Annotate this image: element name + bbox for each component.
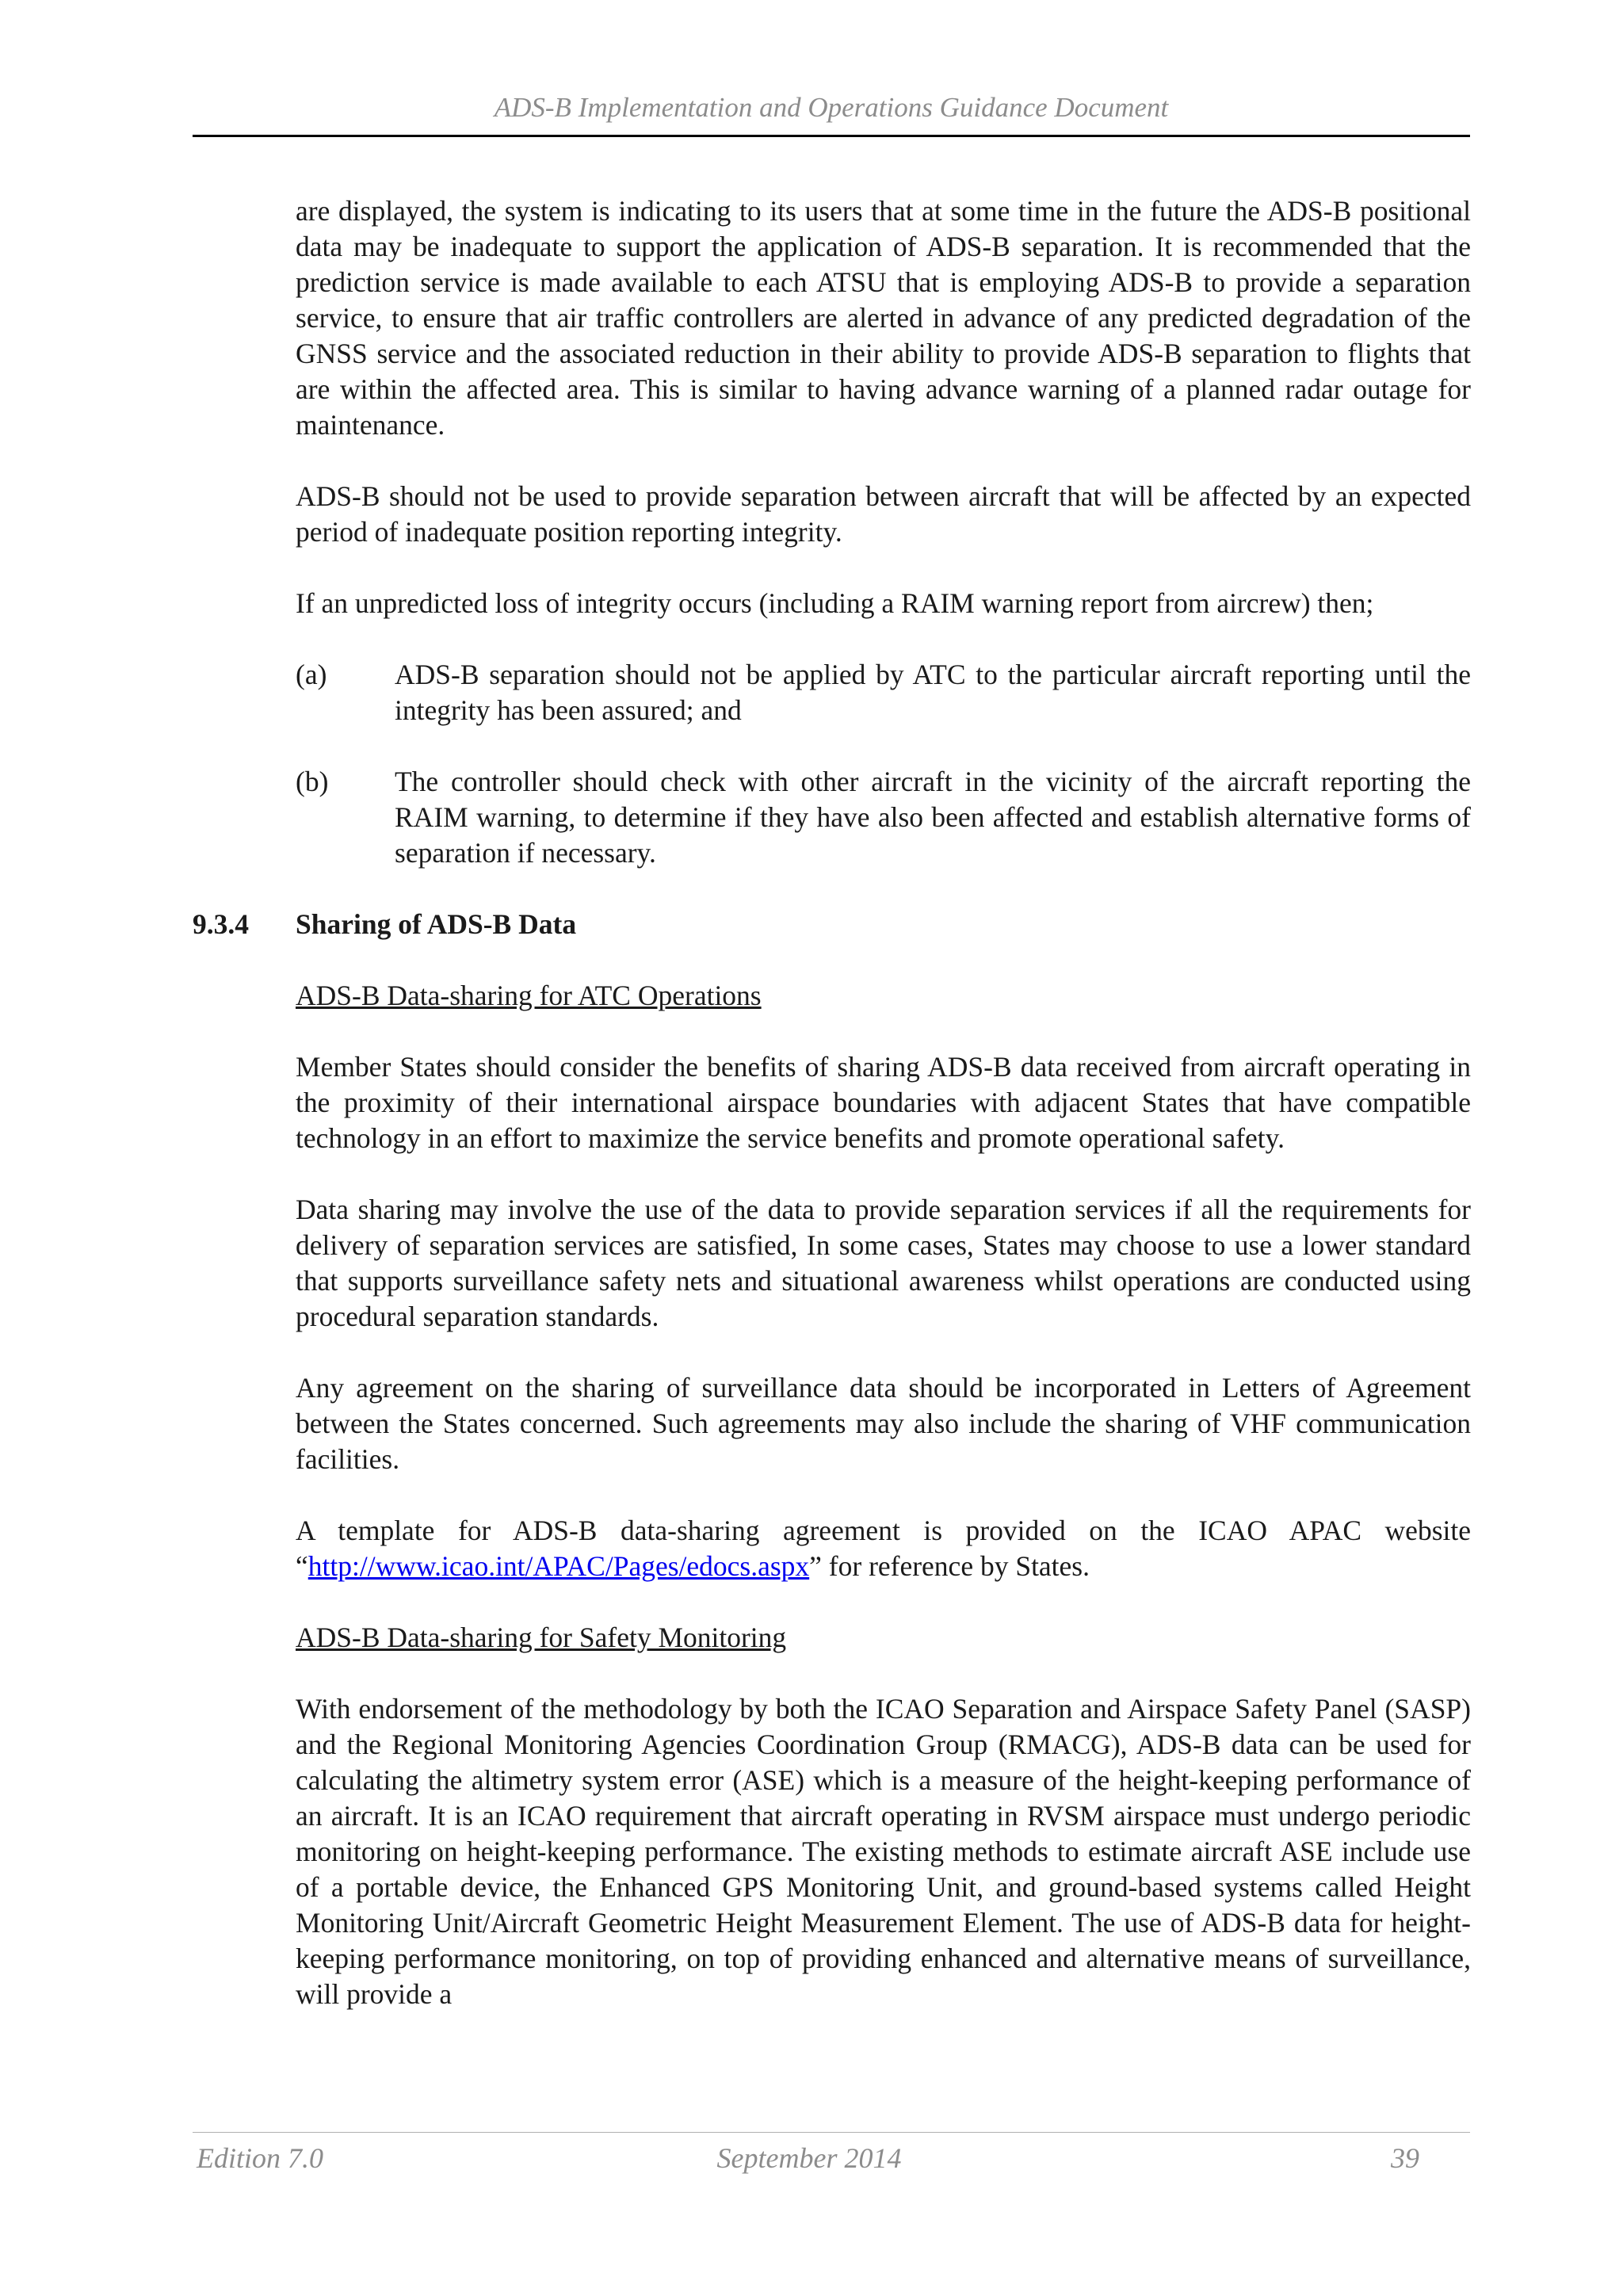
subheading-safety-monitoring: ADS-B Data-sharing for Safety Monitoring [296, 1622, 787, 1653]
list-item-b [296, 764, 1471, 871]
paragraph: Data sharing may involve the use of the data to provide separation services if all the requirements for delivery of separation services are satisfied, In some cases, States may choose to use a lower standard that supports surveillance safety nets and situational awareness whilst operations are conducted using procedural separation standards. [296, 1194, 1471, 1332]
subheading-atc-operations: ADS-B Data-sharing for ATC Operations [296, 980, 762, 1011]
section-heading [193, 907, 1471, 942]
list-marker: (b) [296, 766, 329, 797]
document-body [193, 193, 1471, 2048]
list-marker: (a) [296, 659, 327, 690]
footer-edition: Edition 7.0 [197, 2142, 323, 2174]
page-header: ADS-B Implementation and Operations Guidance Document [494, 92, 1169, 123]
paragraph: With endorsement of the methodology by both the ICAO Separation and Airspace Safety Panel (SASP) and the Regional Monitoring Agencies Coordination Group (RMACG), ADS-B data can be used for calculating the altimetry system error (ASE) which is a measure of the height-keeping performance of an aircraft. It is an ICAO requirement that aircraft operating in RVSM airspace must undergo periodic monitoring on height-keeping performance. The existing methods to estimate aircraft ASE include use of a portable device, the Enhanced GPS Monitoring Unit, and ground-based systems called Height Monitoring Unit/Aircraft Geometric Height Measurement Element. The use of ADS-B data for height-keeping performance monitoring, on top of providing enhanced and alternative means of surveillance, will provide a [296, 1693, 1471, 2010]
paragraph: Any agreement on the sharing of surveillance data should be incorporated in Letters of Agreement between the States concerned. Such agreements may also include the sharing of VHF communication facilities. [296, 1372, 1471, 1475]
paragraph: Member States should consider the benefits of sharing ADS-B data received from aircraft operating in the proximity of their international airspace boundaries with adjacent States that have compatible technology in an effort to maximize the service benefits and promote operational safety. [296, 1051, 1471, 1154]
header-divider [193, 135, 1470, 137]
page-number: 39 [1391, 2142, 1419, 2174]
paragraph: are displayed, the system is indicating to its users that at some time in the future the ADS-B positional data may be inadequate to support the application of ADS-B separation. It is recommended that the prediction service is made available to each ATSU that is employing ADS-B to provide a separation service, to ensure that air traffic controllers are alerted in advance of any predicted degradation of the GNSS service and the associated reduction in their ability to provide ADS-B separation to flights that are within the affected area. This is similar to having advance warning of a planned radar outage for maintenance. [296, 195, 1471, 441]
footer-date: September 2014 [716, 2142, 902, 2174]
link-lead-text: A template for ADS-B data-sharing agreement is provided on the ICAO APAC website “ [296, 1515, 1471, 1582]
list-item-text: ADS-B separation should not be applied by ATC to the particular aircraft reporting until the integrity has been assured; and [395, 659, 1471, 726]
paragraph-with-link [296, 1513, 1471, 1584]
list-item-text: The controller should check with other aircraft in the vicinity of the aircraft reporting the RAIM warning, to determine if they have also been affected and establish alternative forms of separation if necessary. [395, 766, 1471, 869]
footer-divider [193, 2132, 1470, 2133]
section-title: Sharing of ADS-B Data [296, 908, 577, 940]
section-number: 9.3.4 [193, 908, 249, 940]
list-item-a [296, 657, 1471, 728]
link-trail-text: ” for reference by States. [809, 1550, 1090, 1582]
paragraph: ADS-B should not be used to provide separation between aircraft that will be affected by an expected period of inadequate position reporting integrity. [296, 480, 1471, 548]
icao-apac-link[interactable]: http://www.icao.int/APAC/Pages/edocs.aspx [307, 1550, 810, 1582]
paragraph: If an unpredicted loss of integrity occurs (including a RAIM warning report from aircrew) then; [296, 587, 1374, 619]
